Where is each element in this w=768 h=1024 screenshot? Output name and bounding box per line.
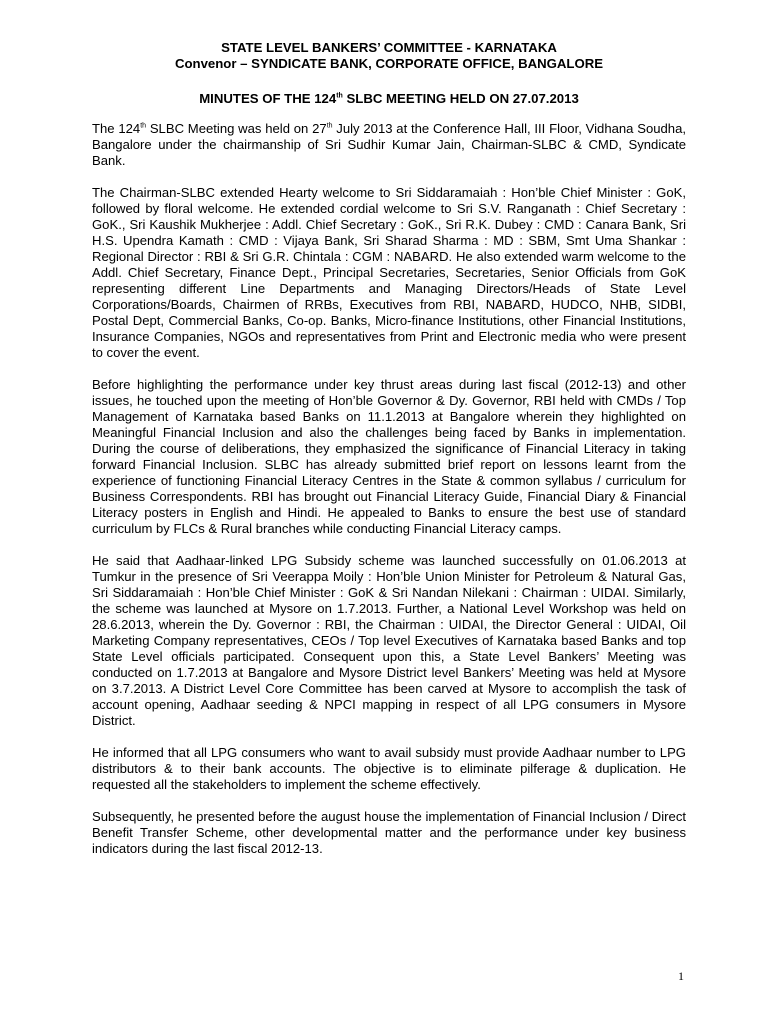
page-number: 1 xyxy=(678,969,684,983)
intro-part-c: July 2013 at the Conference Hall, III Floor, Vidhana Soudha, Bangalore under the chairmanship of Sri Sudhir Kumar Jain, Chairman-SLBC & CMD, Syndicate Bank. xyxy=(92,121,687,168)
paragraph-welcome: The Chairman-SLBC extended Hearty welcome to Sri Siddaramaiah : Hon’ble Chief Minister : GoK, followed by floral welcome. He extended cordial welcome to Sri S.V. Ranganath : Chief Secretary : GoK., Sri Kaushik Mukherjee : Addl. Chief Secretary : GoK., Sri R.K. Dubey : CMD : Canara Bank, Sri H.S. Upendra Kamath : CMD : Vijaya Bank, Sri Sharad Sharma : MD : SBM, Smt Uma Shankar : Regional Director : RBI & Sri G.R. Chintala : CGM : NABARD. He also extended warm welcome to the Addl. Chief Secretary, Finance Dept., Principal Secretaries, Secretaries, Senior Officials from GoK representing different Line Departments and Managing Directors/Heads of State Level Corporations/Boards, Chairmen of RRBs, Executives from RBI, NABARD, HUDCO, NHB, SIDBI, Postal Dept, Commercial Banks, Co-op. Banks, Micro-finance Institutions, other Financial Institutions, Insurance Companies, NGOs and representatives from Print and Electronic media who were present to cover the event. xyxy=(92,185,686,360)
paragraph-aadhaar-requirement: He informed that all LPG consumers who want to avail subsidy must provide Aadhaar number to LPG distributors & to their bank accounts. The objective is to eliminate pilferage & duplication. He requested all the stakeholders to implement the scheme effectively. xyxy=(92,745,686,792)
intro-part-b: SLBC Meeting was held on 27 xyxy=(146,121,327,136)
minutes-title-end: SLBC MEETING HELD ON 27.07.2013 xyxy=(342,91,579,106)
paragraph-lpg-subsidy: He said that Aadhaar-linked LPG Subsidy scheme was launched successfully on 01.06.2013 at Tumkur in the presence of Sri Veerappa Moily : Hon’ble Union Minister for Petroleum & Natural Gas, Sri Siddaramaiah : Hon’ble Chief Minister : GoK & Sri Nandan Nilekani : Chairman : UIDAI. Similarly, the scheme was launched at Mysore on 1.7.2013. Further, a National Level Workshop was held on 28.6.2013, wherein the Dy. Governor : RBI, the Chairman : UIDAI, the Director General : UIDAI, Oil Marketing Company representatives, CEOs / Top level Executives of Karnataka based Banks and top State Level officials participated. Consequent upon this, a State Level Bankers’ Meeting was conducted on 1.7.2013 at Bangalore and Mysore District level Bankers’ Meeting was held at Mysore on 3.7.2013. A District Level Core Committee has been carved at Mysore to accomplish the task of account opening, Aadhaar seeding & NPCI mapping in respect of all LPG consumers in Mysore District. xyxy=(92,553,686,728)
paragraph-presentation: Subsequently, he presented before the august house the implementation of Financial Inclusion / Direct Benefit Transfer Scheme, other developmental matter and the performance under key business indicators during the last fiscal 2012-13. xyxy=(92,809,686,856)
minutes-title-start: MINUTES OF THE 124 xyxy=(199,91,337,106)
minutes-title-superscript: th xyxy=(336,92,343,100)
intro-superscript-1: th xyxy=(140,122,147,130)
intro-superscript-2: th xyxy=(326,122,333,130)
paragraph-financial-literacy: Before highlighting the performance under key thrust areas during last fiscal (2012-13) and other issues, he touched upon the meeting of Hon’ble Governor & Dy. Governor, RBI held with CMDs / Top Management of Karnataka based Banks on 11.1.2013 at Bangalore wherein they highlighted on Meaningful Financial Inclusion and also the challenges being faced by Banks in implementation. During the course of deliberations, they emphasized the significance of Financial Literacy in taking forward Financial Inclusion. SLBC has already submitted brief report on lessons learnt from the experience of functioning Financial Literacy Centres in the State & common syllabus / curriculum for Business Correspondents. RBI has brought out Financial Literacy Guide, Financial Diary & Financial Literacy posters in English and Hindi. He appealed to Banks to ensure the best use of standard curriculum by FLCs & Rural branches while conducting Financial Literacy camps. xyxy=(92,377,686,536)
convenor-heading: Convenor – SYNDICATE BANK, CORPORATE OFFICE, BANGALORE xyxy=(174,56,604,71)
paragraph-meeting-intro xyxy=(92,121,686,169)
committee-heading: STATE LEVEL BANKERS’ COMMITTEE - KARNATAKA xyxy=(221,40,557,55)
intro-part-a: The 124 xyxy=(92,121,141,136)
minutes-title xyxy=(92,91,686,107)
document-page xyxy=(92,40,686,873)
